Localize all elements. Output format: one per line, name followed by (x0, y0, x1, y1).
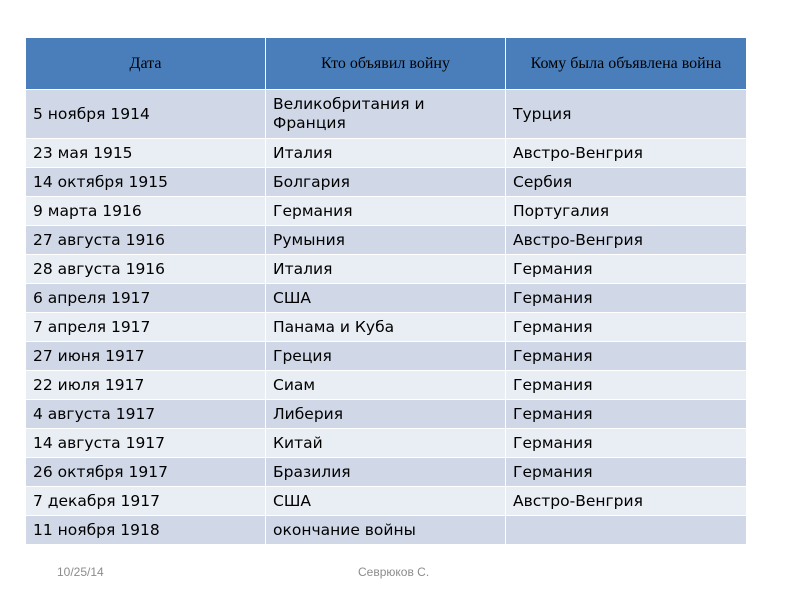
cell-declarer: США (266, 284, 505, 312)
table-header (26, 38, 746, 89)
cell-date: 6 апреля 1917 (26, 284, 265, 312)
cell-date: 27 августа 1916 (26, 226, 265, 254)
table-row (26, 226, 746, 254)
cell-target: Германия (506, 371, 746, 399)
table-row (26, 371, 746, 399)
cell-declarer: Либерия (266, 400, 505, 428)
cell-date: 5 ноября 1914 (26, 90, 265, 138)
cell-date: 14 августа 1917 (26, 429, 265, 457)
cell-declarer: Сиам (266, 371, 505, 399)
table-row (26, 90, 746, 138)
cell-date: 11 ноября 1918 (26, 516, 265, 544)
cell-date: 7 декабря 1917 (26, 487, 265, 515)
cell-declarer: США (266, 487, 505, 515)
footer-author: Севрюков С. (358, 565, 430, 579)
footer-date: 10/25/14 (57, 565, 104, 579)
table-row (26, 197, 746, 225)
cell-declarer: Болгария (266, 168, 505, 196)
cell-target: Сербия (506, 168, 746, 196)
cell-date: 9 марта 1916 (26, 197, 265, 225)
cell-date: 23 мая 1915 (26, 139, 265, 167)
cell-declarer: окончание войны (266, 516, 505, 544)
table-row (26, 168, 746, 196)
cell-date: 26 октября 1917 (26, 458, 265, 486)
cell-target: Германия (506, 255, 746, 283)
cell-date: 28 августа 1916 (26, 255, 265, 283)
table-row (26, 284, 746, 312)
table-row (26, 458, 746, 486)
header-date: Дата (26, 38, 265, 89)
table-row (26, 487, 746, 515)
cell-declarer: Бразилия (266, 458, 505, 486)
cell-target: Германия (506, 313, 746, 341)
header-declarer: Кто объявил войну (266, 38, 505, 89)
cell-date: 7 апреля 1917 (26, 313, 265, 341)
table-row (26, 139, 746, 167)
cell-target: Германия (506, 284, 746, 312)
cell-declarer: Великобритания и Франция (266, 90, 505, 138)
cell-date: 27 июня 1917 (26, 342, 265, 370)
cell-target (506, 516, 746, 544)
table-body (26, 90, 746, 544)
table-row (26, 429, 746, 457)
cell-target: Германия (506, 342, 746, 370)
declarations-of-war-table (25, 37, 747, 545)
cell-target: Германия (506, 429, 746, 457)
table-row (26, 400, 746, 428)
table-row (26, 313, 746, 341)
cell-date: 4 августа 1917 (26, 400, 265, 428)
cell-declarer: Германия (266, 197, 505, 225)
cell-target: Турция (506, 90, 746, 138)
table-row (26, 342, 746, 370)
cell-target: Австро-Венгрия (506, 226, 746, 254)
header-row (26, 38, 746, 89)
header-target: Кому была объявлена война (506, 38, 746, 89)
cell-date: 14 октября 1915 (26, 168, 265, 196)
table-row (26, 516, 746, 544)
cell-target: Австро-Венгрия (506, 139, 746, 167)
cell-declarer: Греция (266, 342, 505, 370)
cell-declarer: Румыния (266, 226, 505, 254)
cell-date: 22 июля 1917 (26, 371, 265, 399)
cell-target: Португалия (506, 197, 746, 225)
cell-target: Германия (506, 400, 746, 428)
cell-declarer: Италия (266, 139, 505, 167)
cell-target: Австро-Венгрия (506, 487, 746, 515)
cell-target: Германия (506, 458, 746, 486)
table-row (26, 255, 746, 283)
cell-declarer: Китай (266, 429, 505, 457)
cell-declarer: Панама и Куба (266, 313, 505, 341)
cell-declarer: Италия (266, 255, 505, 283)
